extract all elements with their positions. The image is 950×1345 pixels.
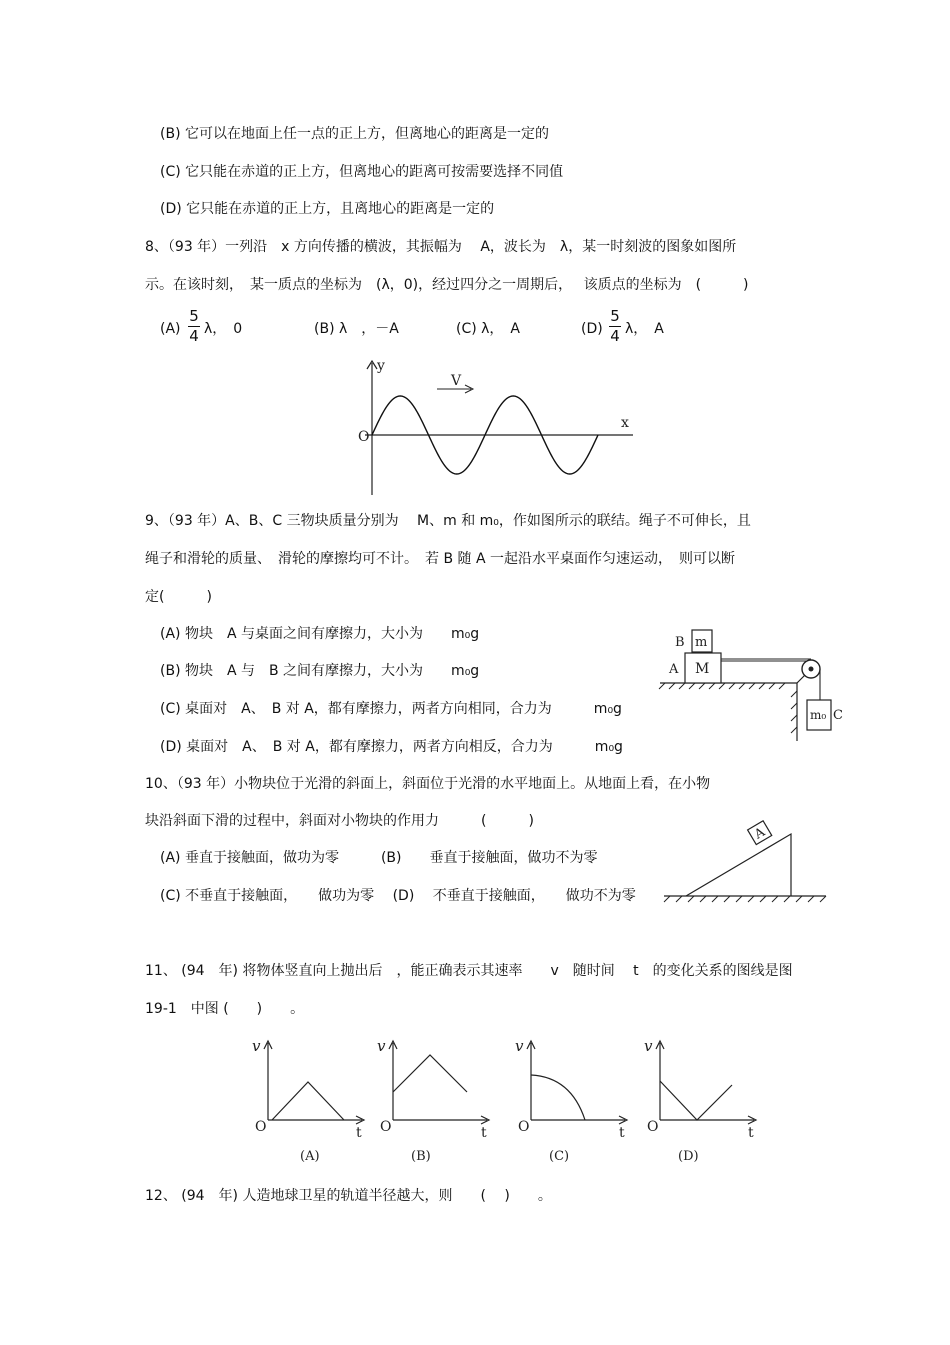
graph-line bbox=[531, 1075, 585, 1120]
q8-option-b: (B) λ ，－A bbox=[314, 321, 399, 337]
ground-hatching bbox=[664, 896, 826, 902]
label-m0: m₀ bbox=[810, 708, 827, 722]
q11-stem-line1: 11、 (94 年) 将物体竖直向上抛出后 ，能正确表示其速率 v 随时间 t 的变化关系的图线是图 bbox=[145, 963, 793, 979]
q7-option-b: (B) 它可以在地面上任一点的正上方，但离地心的距离是一定的 bbox=[160, 126, 549, 142]
q9-option-d: (D) 桌面对 A、 B 对 A，都有摩擦力，两者方向相反，合力为 m₀g bbox=[160, 739, 623, 755]
q9-stem-line3: 定( ) bbox=[145, 589, 212, 605]
origin-label: O bbox=[358, 429, 370, 445]
graph-b bbox=[377, 1037, 489, 1164]
q8-option-d-fraction bbox=[609, 308, 621, 345]
caption: (A) bbox=[300, 1149, 320, 1164]
t-label: t bbox=[356, 1125, 362, 1141]
q10-stem-line1: 10、（93 年）小物块位于光滑的斜面上，斜面位于光滑的水平地面上。从地面上看，在小物 bbox=[145, 776, 711, 792]
q7-option-d: (D) 它只能在赤道的正上方，且离地心的距离是一定的 bbox=[160, 201, 495, 217]
label-big-m: M bbox=[695, 661, 710, 677]
label-b: B bbox=[675, 635, 685, 650]
t-label: t bbox=[748, 1125, 754, 1141]
block-label: A bbox=[752, 824, 768, 843]
origin-label: O bbox=[255, 1119, 267, 1135]
q9-stem-line2: 绳子和滑轮的质量、 滑轮的摩擦均可不计。 若 B 随 A 一起沿水平桌面作匀速运动， 则可以断 bbox=[145, 551, 735, 567]
graph-c bbox=[515, 1037, 627, 1164]
q8-option-c: (C) λ， A bbox=[456, 321, 521, 337]
q8-wave-figure bbox=[355, 355, 645, 500]
label-c: C bbox=[833, 708, 843, 723]
v-label: v bbox=[377, 1037, 386, 1055]
graph-line bbox=[660, 1081, 732, 1120]
origin-label: O bbox=[380, 1119, 392, 1135]
q8-option-a-fraction bbox=[188, 308, 200, 345]
q8-option-a-label: (A) bbox=[160, 321, 181, 337]
q8-stem-line2: 示。在该时刻， 某一质点的坐标为 (λ，0)，经过四分之一周期后， 该质点的坐标为 ( ) bbox=[145, 277, 749, 293]
fraction-numerator: 5 bbox=[610, 307, 620, 325]
t-label: t bbox=[619, 1125, 625, 1141]
incline-block bbox=[748, 821, 772, 845]
q10-incline-figure bbox=[660, 820, 830, 905]
q9-stem-line1: 9、（93 年）A、B、C 三物块质量分别为 M、m 和 m₀，作如图所示的联结。绳子不可伸长，且 bbox=[145, 513, 751, 529]
caption: (C) bbox=[549, 1149, 570, 1164]
q11-stem-line2: 19-1 中图 ( ) 。 bbox=[145, 1001, 305, 1017]
caption: (B) bbox=[411, 1149, 431, 1164]
graph-d bbox=[644, 1037, 756, 1164]
label-m: m bbox=[695, 635, 708, 650]
caption: (D) bbox=[678, 1149, 699, 1164]
fraction-denominator: 4 bbox=[189, 327, 199, 345]
q7-option-c: (C) 它只能在赤道的正上方，但离地心的距离可按需要选择不同值 bbox=[160, 164, 564, 180]
velocity-label: V bbox=[451, 373, 462, 389]
q8-option-d-rest: λ， A bbox=[625, 321, 664, 337]
q10-options-cd: (C) 不垂直于接触面， 做功为零 (D) 不垂直于接触面， 做功不为零 bbox=[160, 888, 636, 904]
q11-graphs-figure bbox=[250, 1035, 770, 1170]
incline-wedge bbox=[686, 834, 791, 896]
v-label: v bbox=[644, 1037, 653, 1055]
x-axis-label: x bbox=[621, 415, 629, 431]
graph-line bbox=[272, 1082, 344, 1120]
v-label: v bbox=[515, 1037, 524, 1055]
table-hatching bbox=[659, 683, 797, 733]
q9-option-a: (A) 物块 A 与桌面之间有摩擦力，大小为 m₀g bbox=[160, 626, 480, 642]
t-label: t bbox=[481, 1125, 487, 1141]
fraction-denominator: 4 bbox=[610, 327, 620, 345]
q10-options-ab: (A) 垂直于接触面，做功为零 (B) 垂直于接触面，做功不为零 bbox=[160, 850, 598, 866]
q12-stem: 12、 (94 年) 人造地球卫星的轨道半径越大，则 ( ) 。 bbox=[145, 1188, 552, 1204]
origin-label: O bbox=[647, 1119, 659, 1135]
y-axis-label: y bbox=[377, 358, 385, 374]
q8-stem-line1: 8、（93 年）一列沿 x 方向传播的横波，其振幅为 A，波长为 λ，某一时刻波的图象如图所 bbox=[145, 239, 737, 255]
pulley-axle bbox=[809, 667, 814, 672]
q8-option-d-label: (D) bbox=[581, 321, 603, 337]
q9-option-b: (B) 物块 A 与 B 之间有摩擦力，大小为 m₀g bbox=[160, 663, 480, 679]
label-a: A bbox=[669, 662, 679, 677]
fraction-numerator: 5 bbox=[189, 307, 199, 325]
q9-pulley-figure bbox=[655, 625, 855, 745]
q10-stem-line2: 块沿斜面下滑的过程中，斜面对小物块的作用力 ( ) bbox=[145, 813, 534, 829]
q9-option-c: (C) 桌面对 A、 B 对 A，都有摩擦力，两者方向相同，合力为 m₀g bbox=[160, 701, 622, 717]
graph-line bbox=[393, 1055, 467, 1092]
origin-label: O bbox=[518, 1119, 530, 1135]
q8-option-a-rest: λ， 0 bbox=[204, 321, 243, 337]
graph-a bbox=[252, 1037, 364, 1164]
v-label: v bbox=[252, 1037, 261, 1055]
